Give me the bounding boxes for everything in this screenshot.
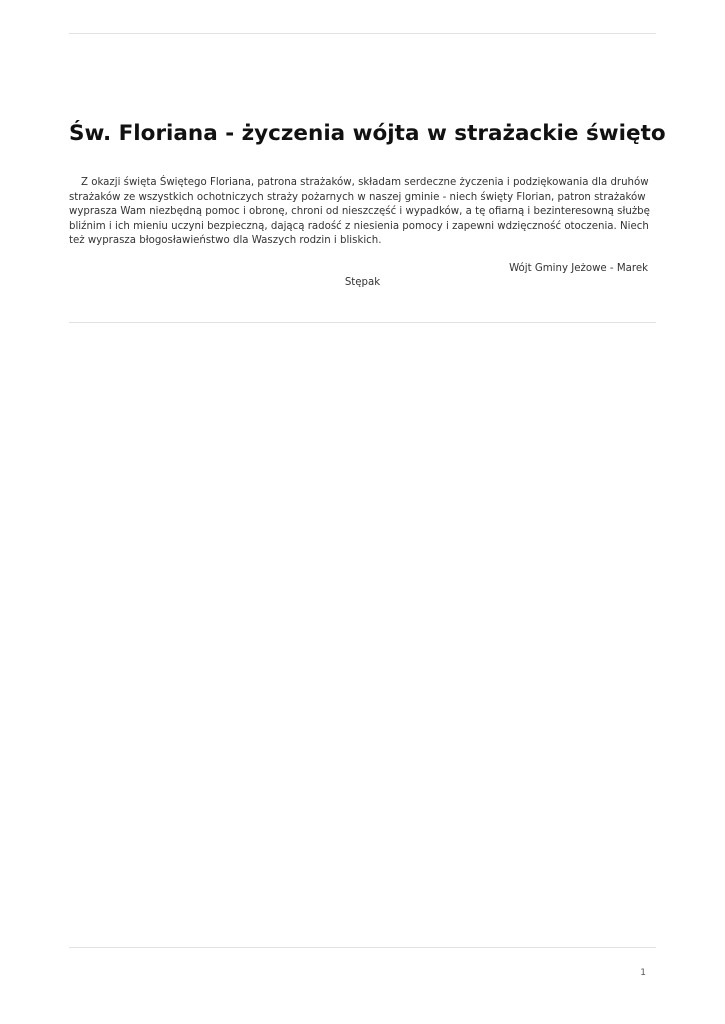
article-body: Z okazji święta Świętego Floriana, patrona strażaków, składam serdeczne życzenia i podziękowania dla druhów strażaków ze wszystkich ochotniczych straży pożarnych w naszej gminie - niech święty Florian, patron strażaków wyprasza Wam niezbędną pomoc i obronę, chroni od nieszczęść i wypadków, a tę ofiarną i bezinteresowną służbę bliźnim i ich mieniu uczyni bezpieczną, dającą radość z niesienia pomocy i zapewni wdzięczność otoczenia. Niech też wyprasza błogosławieństwo dla Waszych rodzin i bliskich. [69,177,650,247]
top-divider [69,33,656,34]
page-number: 1 [640,968,646,978]
article-title: Św. Floriana - życzenia wójta w strażackie święto [69,121,666,146]
footer-divider [69,947,656,948]
content-divider [69,322,656,323]
signature-line-1: Wójt Gminy Jeżowe - Marek [509,263,648,274]
signature-line-2: Stępak [344,277,381,288]
